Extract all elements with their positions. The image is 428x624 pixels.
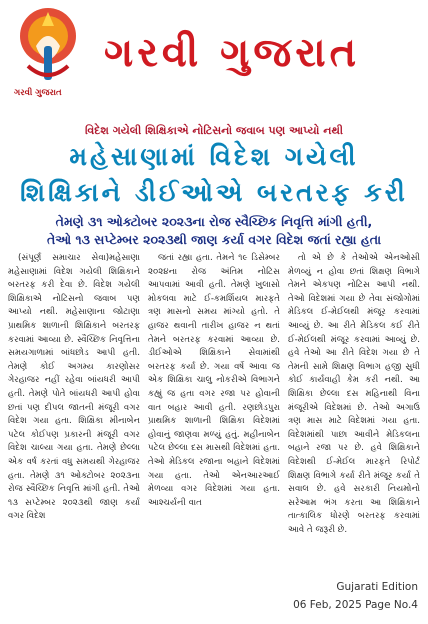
logo-caption: ગરવી ગુજરાત [14, 88, 62, 98]
edition-footer [293, 578, 418, 614]
subheadline-line-1: તેમણે ૩૧ ઓક્ટોબર ૨૦૨૩ના રોજ સ્વૈચ્છિક નિવૃત્તિ માંગી હતી, [55, 214, 373, 229]
article-column-3 [288, 252, 420, 574]
article-column-1 [8, 252, 140, 574]
torch-logo-icon [12, 6, 84, 88]
column-2-text: જતાં રહ્યા હતા. તેમને ૧૯ ડિસેમ્બર ૨૦૨૪ના રોજ અંતિમ નોટિસ આપવામાં આવી હતી. તેમણે ખુલાસો મોકલવા માટે ઈ-કમર્શિયલ મારફતે ત્રણ માસનો સમય માંગ્યો હતો. તે હાજર થવાની તારીખ હાજર ન થતાં તેમને બરતરફ કરવામાં આવ્યા છે. ડીઈઓએ શિક્ષિકાને સેવામાંથી બરતરફ કર્યા છે. ગયા વર્ષે આવા જ એક શિક્ષિકા ચાલુ નોકરીએ વિભાગને કહ્યું જ હતા વગર રજા પર હોવાની વાત બહાર આવી હતી. રણછોડપુરા પ્રાથમિક શાળાની શિક્ષિકા વિદેશમાં હોવાનું જાણવા મળ્યું હતું. મહીનાબેન પટેલ છેલ્લા દસ માસથી વિદેશમાં હતા. તેઓ મેડિકલ રજાના બહાને વિદેશમાં ગયા હતા. તેઓ એનઆરઆઈ મેળવ્યા વગર વિદેશમાં ગયા હતા. આશ્ચર્યની વાત [148, 253, 280, 508]
edition-date-page: 06 Feb, 2025 Page No.4 [293, 599, 418, 611]
subheadline-line-2: તેઓ ૧૩ સપ્ટેમ્બર ૨૦૨૩થી જાણ કર્યા વગર વિદેશ જતાં રહ્યા હતા [46, 232, 382, 247]
article-column-2 [148, 252, 280, 574]
headline-line-1: મહેસાણામાં વિદેશ ગયેલી [69, 142, 359, 171]
headline-line-2: શિક્ષિકાને ડીઈઓએ બરતરફ કરી [20, 178, 408, 207]
masthead [0, 0, 428, 112]
column-1-text: (સંપૂર્ણ સમાચાર સેવા)મહેસાણા મહેસાણામાં વિદેશ ગયેલી શિક્ષિકાને બરતરફ કરી દેવા છે. વિદેશ ગયેલી શિક્ષિકાએ નોટિસનો જવાબ પણ આપ્યો નથી. મહેસાણાના જોટાણા પ્રાથમિક શાળાની શિક્ષિકાને બરતરફ કરવામાં આવ્યા છે. સ્વૈચ્છિક નિવૃત્તિના સમયગાળામાં બાંધછોડ આપી હતી. તેમણે કોઈ અગમ્ય કારણોસર ગેરહાજર નહીં રહેવા બાંયધરી આપી હતી. તેમણે પોતે બાંયધરી આપી હોવા છતાં પણ દીપલ જાતની મંજૂરી વગર વિદેશ ગયા હતા. શિક્ષિકા મીનાબેન પટેલ કોઈપણ પ્રકારની મંજૂરી વગર વિદેશ ચાલ્યા ગયા હતા. તેમણે છેલ્લા એક વર્ષ કરતાં વધુ સમયથી ગેરહાજર હતા. તેમણે ૩૧ ઓક્ટોબર ૨૦૨૩ના રોજ સ્વૈચ્છિક નિવૃત્તિ માંગી હતી. તેઓ ૧૩ સપ્ટેમ્બર ૨૦૨૩થી જાણ કર્યા વગર વિદેશ [8, 253, 140, 522]
edition-name: Gujarati Edition [336, 581, 418, 593]
newspaper-title: ગરવી ગુજરાત [104, 30, 361, 76]
article-kicker: વિદેશ ગયેલી શિક્ષિકાએ નોટિસનો જવાબ પણ આપ્યો નથી [84, 124, 344, 137]
article-body [8, 252, 420, 574]
column-3-text: તો એ છે કે તેઓએ એનઓસી મેળવ્યું ન હોવા છતાં શિક્ષણ વિભાગે તેમને એકપણ નોટિસ આપી નથી. તેઓ વિદેશમાં ગયા છે તેવા સંજોગોમાં મેડિકલ ઈ-મેઈલથી મંજૂર કરવામાં આવ્યું છે. આ રીતે મેડિકલ કઈ રીતે ઈ-મેઈલથી મંજૂર કરવામાં આવ્યું છે. હવે તેઓ આ રીતે વિદેશ ગયા છે તે તેમની સામે શિક્ષણ વિભાગ હજી સુધી કોઈ કાર્યવાહી કેમ કરી નથી. આ શિક્ષિકા છેલ્લા દસ મહિનાથી વિના મંજૂરીએ વિદેશમાં છે. તેઓ અગાઉ ત્રણ માસ માટે વિદેશમાં ગયા હતા. વિદેશમાંથી પાછા આવીને મેડિકલના બહાને રજા પર છે. હવે શિક્ષિકાને વિદેશથી ઈ-મેઈલ મારફતે રિપોર્ટ શિક્ષણ વિભાગે કર્યા રીતે મંજૂર કર્યા તે સવાલ છે. હવે સરકારી નિયમોનો સરેઆમ ભંગ કરતા આ શિક્ષિકાને તાત્કાલિક ધોરણે બરતરફ કરવામાં આવે તે જરૂરી છે. [288, 253, 420, 535]
